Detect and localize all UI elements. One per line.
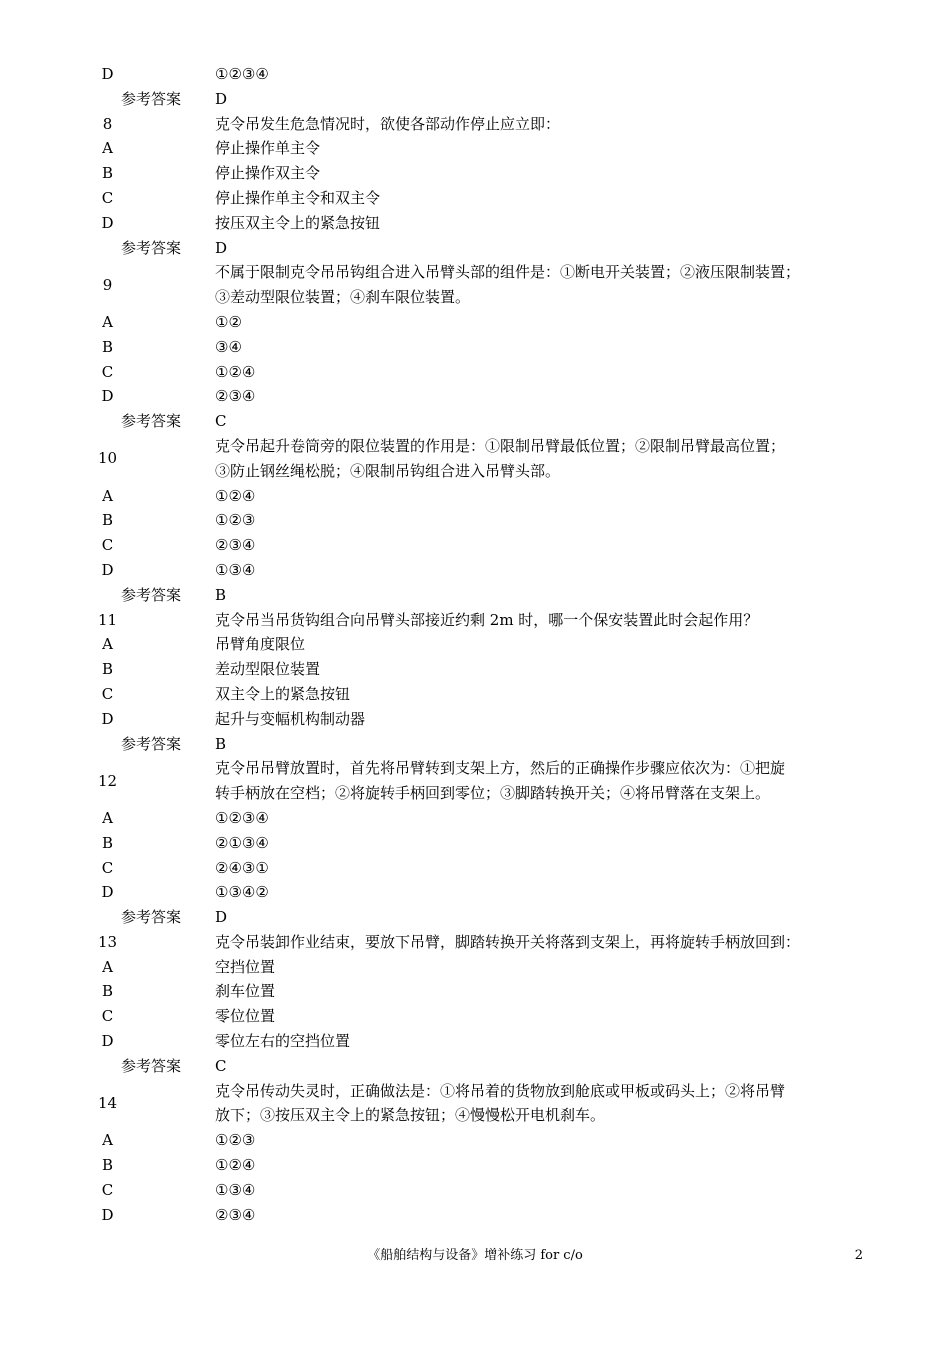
option-row <box>0 484 950 509</box>
option-row <box>0 533 950 558</box>
answer-row <box>0 87 950 112</box>
answer-label: 参考答案 <box>121 412 182 431</box>
question-row <box>0 930 950 955</box>
text-line: ②④③① <box>215 858 269 877</box>
option-letter: C <box>101 858 114 877</box>
text-line: 克令吊发生危急情况时，欲使各部动作停止应立即： <box>215 114 561 133</box>
text-line: 吊臂角度限位 <box>215 635 306 654</box>
answer-row <box>0 583 950 608</box>
question-number: 14 <box>97 1094 118 1113</box>
option-label-cell <box>0 384 215 409</box>
option-label-cell <box>0 136 215 161</box>
option-text <box>215 335 847 360</box>
option-label-cell <box>0 558 215 583</box>
option-label-cell <box>0 1128 215 1153</box>
option-letter: C <box>101 536 114 555</box>
answer-row <box>0 905 950 930</box>
option-label-cell <box>0 533 215 558</box>
text-line: 双主令上的紧急按钮 <box>215 684 351 703</box>
text-line: ①②③ <box>215 511 256 530</box>
question-row <box>0 260 950 310</box>
option-text <box>215 657 847 682</box>
option-label-cell <box>0 186 215 211</box>
question-label-cell <box>0 446 215 471</box>
text-line: 停止操作双主令 <box>215 164 321 183</box>
option-label-cell <box>0 508 215 533</box>
option-label-cell <box>0 831 215 856</box>
question-row <box>0 1079 950 1129</box>
question-label-cell <box>0 1091 215 1116</box>
option-label-cell <box>0 657 215 682</box>
option-text <box>215 1029 847 1054</box>
text-line: C <box>215 1056 227 1075</box>
option-label-cell <box>0 682 215 707</box>
option-text <box>215 161 847 186</box>
answer-label-cell <box>0 732 215 757</box>
text-line: ①②④ <box>215 486 256 505</box>
answer-value <box>215 236 847 261</box>
option-row <box>0 1004 950 1029</box>
text-line: 克令吊传动失灵时，正确做法是：①将吊着的货物放到舱底或甲板或码头上；②将吊臂 <box>215 1081 786 1100</box>
text-line: 转手柄放在空档；②将旋转手柄回到零位；③脚踏转换开关；④将吊臂落在支架上。 <box>215 784 771 803</box>
question-row <box>0 112 950 137</box>
option-label-cell <box>0 1004 215 1029</box>
question-text <box>215 260 847 310</box>
text-line: 零位左右的空挡位置 <box>215 1032 351 1051</box>
text-line: C <box>215 412 227 431</box>
option-text <box>215 310 847 335</box>
question-text <box>215 112 847 137</box>
text-line: 克令吊当吊货钩组合向吊臂头部接近约剩 2m 时，哪一个保安装置此时会起作用？ <box>215 610 759 629</box>
option-label-cell <box>0 62 215 87</box>
option-text <box>215 1153 847 1178</box>
option-letter: A <box>102 312 113 331</box>
question-number: 8 <box>102 114 113 133</box>
option-text <box>215 1178 847 1203</box>
option-letter: B <box>101 511 114 530</box>
option-text <box>215 831 847 856</box>
text-line: 克令吊吊臂放置时，首先将吊臂转到支架上方，然后的正确操作步骤应依次为：①把旋 <box>215 759 786 778</box>
text-line: ③差动型限位装置；④刹车限位装置。 <box>215 288 471 307</box>
answer-label: 参考答案 <box>121 89 182 108</box>
answer-label-cell <box>0 905 215 930</box>
option-letter: D <box>101 1205 114 1224</box>
text-line: ②①③④ <box>215 833 269 852</box>
question-list <box>0 62 950 1227</box>
option-letter: D <box>101 883 114 902</box>
question-label-cell <box>0 273 215 298</box>
option-letter: A <box>102 635 113 654</box>
option-row <box>0 856 950 881</box>
option-letter: D <box>101 560 114 579</box>
question-text <box>215 1079 847 1129</box>
text-line: 起升与变幅机构制动器 <box>215 709 366 728</box>
answer-value <box>215 409 847 434</box>
option-text <box>215 880 847 905</box>
option-letter: B <box>101 660 114 679</box>
text-line: D <box>215 238 228 257</box>
option-row <box>0 955 950 980</box>
footer-title: 《船舶结构与设备》增补练习 for c/o <box>367 1248 583 1263</box>
option-letter: C <box>101 188 114 207</box>
option-row <box>0 831 950 856</box>
text-line: ②③④ <box>215 536 256 555</box>
text-line: 零位位置 <box>215 1007 276 1026</box>
option-label-cell <box>0 856 215 881</box>
question-row <box>0 434 950 484</box>
option-text <box>215 856 847 881</box>
option-row <box>0 508 950 533</box>
option-row <box>0 632 950 657</box>
text-line: ③④ <box>215 337 242 356</box>
option-row <box>0 211 950 236</box>
text-line: 放下；③按压双主令上的紧急按钮；④慢慢松开电机刹车。 <box>215 1106 606 1125</box>
option-letter: B <box>101 982 114 1001</box>
option-label-cell <box>0 211 215 236</box>
option-text <box>215 1004 847 1029</box>
option-row <box>0 979 950 1004</box>
answer-value <box>215 732 847 757</box>
answer-row <box>0 236 950 261</box>
option-row <box>0 880 950 905</box>
option-row <box>0 558 950 583</box>
option-label-cell <box>0 360 215 385</box>
option-label-cell <box>0 335 215 360</box>
question-label-cell <box>0 608 215 633</box>
answer-row <box>0 409 950 434</box>
option-row <box>0 682 950 707</box>
option-row <box>0 62 950 87</box>
option-text <box>215 1128 847 1153</box>
option-label-cell <box>0 484 215 509</box>
answer-row <box>0 1054 950 1079</box>
option-label-cell <box>0 632 215 657</box>
option-row <box>0 806 950 831</box>
answer-label: 参考答案 <box>121 734 182 753</box>
option-label-cell <box>0 1153 215 1178</box>
option-letter: C <box>101 684 114 703</box>
option-label-cell <box>0 161 215 186</box>
option-label-cell <box>0 1203 215 1228</box>
option-row <box>0 136 950 161</box>
text-line: ①② <box>215 312 242 331</box>
option-row <box>0 1153 950 1178</box>
option-letter: D <box>101 709 114 728</box>
option-letter: C <box>101 362 114 381</box>
option-row <box>0 186 950 211</box>
text-line: D <box>215 908 228 927</box>
text-line: ①③④ <box>215 1180 256 1199</box>
question-text <box>215 434 847 484</box>
option-text <box>215 533 847 558</box>
option-text <box>215 707 847 732</box>
answer-label-cell <box>0 1054 215 1079</box>
option-text <box>215 211 847 236</box>
text-line: ①②④ <box>215 1156 256 1175</box>
option-label-cell <box>0 1029 215 1054</box>
question-label-cell <box>0 112 215 137</box>
option-letter: C <box>101 1180 114 1199</box>
text-line: 刹车位置 <box>215 982 276 1001</box>
text-line: 按压双主令上的紧急按钮 <box>215 213 381 232</box>
option-letter: D <box>101 213 114 232</box>
option-letter: D <box>101 65 114 83</box>
option-letter: A <box>102 808 113 827</box>
text-line: ①②③ <box>215 1131 256 1150</box>
text-line: ③防止钢丝绳松脱；④限制吊钩组合进入吊臂头部。 <box>215 461 561 480</box>
option-text <box>215 979 847 1004</box>
answer-value <box>215 87 847 112</box>
question-label-cell <box>0 930 215 955</box>
option-text <box>215 62 847 87</box>
option-row <box>0 335 950 360</box>
option-letter: D <box>101 1032 114 1051</box>
option-row <box>0 1029 950 1054</box>
answer-label-cell <box>0 236 215 261</box>
option-letter: B <box>101 337 114 356</box>
option-text <box>215 806 847 831</box>
answer-label-cell <box>0 409 215 434</box>
text-line: 停止操作单主令和双主令 <box>215 188 381 207</box>
text-line: 不属于限制克令吊吊钩组合进入吊臂头部的组件是：①断电开关装置；②液压限制装置； <box>215 263 801 282</box>
option-text <box>215 508 847 533</box>
text-line: 空挡位置 <box>215 957 276 976</box>
answer-value <box>215 905 847 930</box>
text-line: B <box>215 585 227 604</box>
option-label-cell <box>0 1178 215 1203</box>
option-text <box>215 558 847 583</box>
option-text <box>215 186 847 211</box>
option-letter: B <box>101 1156 114 1175</box>
answer-label: 参考答案 <box>121 238 182 257</box>
text-line: 克令吊装卸作业结束，要放下吊臂，脚踏转换开关将落到支架上，再将旋转手柄放回到： <box>215 932 801 951</box>
option-label-cell <box>0 979 215 1004</box>
text-line: ①②③④ <box>215 65 269 83</box>
text-line: ①②③④ <box>215 808 269 827</box>
text-line: ②③④ <box>215 1205 256 1224</box>
question-number: 11 <box>97 610 118 629</box>
option-row <box>0 384 950 409</box>
question-number: 12 <box>97 771 118 790</box>
question-text <box>215 608 847 633</box>
option-text <box>215 484 847 509</box>
page-footer <box>0 1244 950 1268</box>
question-text <box>215 756 847 806</box>
question-text <box>215 930 847 955</box>
question-number: 9 <box>102 275 113 294</box>
answer-label-cell <box>0 87 215 112</box>
answer-value <box>215 1054 847 1079</box>
text-line: 差动型限位装置 <box>215 660 321 679</box>
answer-label: 参考答案 <box>121 908 182 927</box>
question-label-cell <box>0 769 215 794</box>
text-line: ①②④ <box>215 362 256 381</box>
option-row <box>0 310 950 335</box>
page-number: 2 <box>854 1248 863 1263</box>
option-text <box>215 632 847 657</box>
text-line: ①③④ <box>215 560 256 579</box>
option-label-cell <box>0 880 215 905</box>
answer-label-cell <box>0 583 215 608</box>
option-row <box>0 161 950 186</box>
option-row <box>0 1203 950 1228</box>
option-text <box>215 384 847 409</box>
option-text <box>215 955 847 980</box>
answer-label: 参考答案 <box>121 1056 182 1075</box>
option-text <box>215 136 847 161</box>
option-letter: C <box>101 1007 114 1026</box>
option-label-cell <box>0 310 215 335</box>
text-line: B <box>215 734 227 753</box>
answer-label: 参考答案 <box>121 585 182 604</box>
option-row <box>0 1128 950 1153</box>
answer-row <box>0 732 950 757</box>
option-letter: B <box>101 164 114 183</box>
question-row <box>0 608 950 633</box>
option-row <box>0 657 950 682</box>
option-letter: B <box>101 833 114 852</box>
option-row <box>0 1178 950 1203</box>
question-row <box>0 756 950 806</box>
option-row <box>0 360 950 385</box>
option-label-cell <box>0 955 215 980</box>
option-letter: A <box>102 139 113 158</box>
option-text <box>215 682 847 707</box>
question-number: 13 <box>97 932 118 951</box>
text-line: ①③④② <box>215 883 269 902</box>
option-label-cell <box>0 707 215 732</box>
option-letter: A <box>102 1131 113 1150</box>
text-line: D <box>215 89 228 108</box>
option-text <box>215 360 847 385</box>
text-line: 克令吊起升卷筒旁的限位装置的作用是：①限制吊臂最低位置；②限制吊臂最高位置； <box>215 436 786 455</box>
option-letter: D <box>101 387 114 406</box>
question-number: 10 <box>97 449 118 468</box>
option-label-cell <box>0 806 215 831</box>
option-row <box>0 707 950 732</box>
text-line: ②③④ <box>215 387 256 406</box>
answer-value <box>215 583 847 608</box>
option-letter: A <box>102 957 113 976</box>
option-letter: A <box>102 486 113 505</box>
text-line: 停止操作单主令 <box>215 139 321 158</box>
option-text <box>215 1203 847 1228</box>
